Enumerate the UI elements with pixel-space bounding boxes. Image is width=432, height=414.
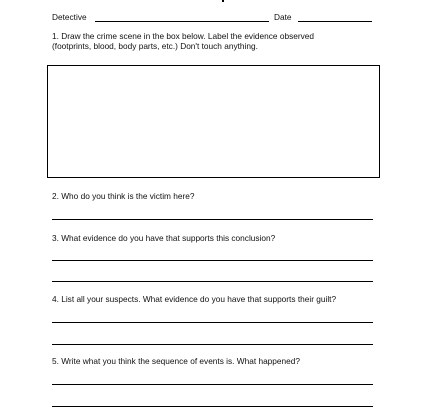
question-3: 3. What evidence do you have that supports this conclusion?: [52, 233, 276, 243]
date-line[interactable]: [298, 21, 372, 22]
clipped-mark: [222, 0, 224, 2]
answer-line-2a[interactable]: [52, 219, 373, 220]
answer-line-3b[interactable]: [52, 281, 373, 282]
answer-line-4b[interactable]: [52, 344, 373, 345]
crime-scene-drawing-box[interactable]: [47, 65, 380, 178]
question-5: 5. Write what you think the sequence of events is. What happened?: [52, 356, 300, 366]
answer-line-4a[interactable]: [52, 322, 373, 323]
question-2: 2. Who do you think is the victim here?: [52, 191, 195, 201]
detective-name-line[interactable]: [95, 21, 269, 22]
answer-line-5a[interactable]: [52, 384, 373, 385]
answer-line-3a[interactable]: [52, 260, 373, 261]
question-1-line-1: 1. Draw the crime scene in the box below. Label the evidence observed: [52, 31, 314, 41]
answer-line-5b[interactable]: [52, 406, 373, 407]
date-label: Date: [274, 12, 292, 22]
detective-label: Detective: [52, 12, 87, 22]
question-4: 4. List all your suspects. What evidence do you have that supports their guilt?: [52, 294, 337, 304]
question-1-line-2: (footprints, blood, body parts, etc.) Don't touch anything.: [52, 41, 258, 51]
